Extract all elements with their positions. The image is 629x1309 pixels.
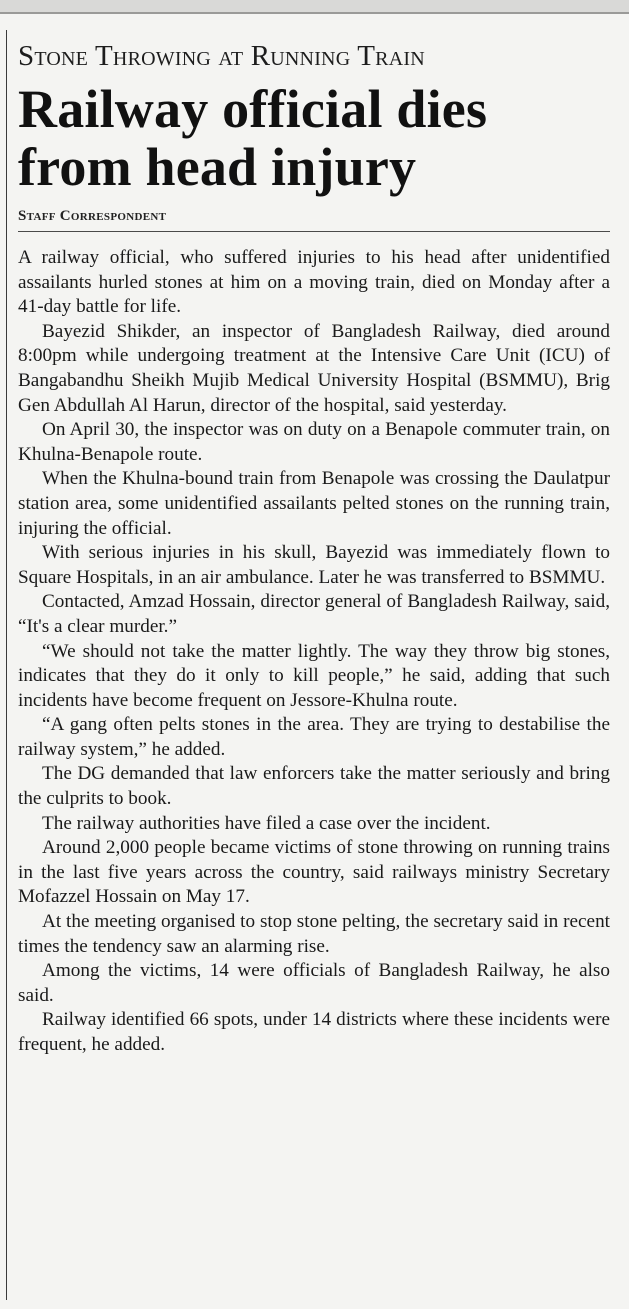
paragraph-7: “We should not take the matter lightly. The way they throw big stones, indicates that they do it only to kill people,” he said, adding that such incidents have become frequent on Jessore-Khulna route. xyxy=(18,640,610,711)
article-headline: Railway official dies from head injury xyxy=(18,79,488,197)
news-article xyxy=(18,36,610,1058)
paragraph-3: On April 30, the inspector was on duty on a Benapole commuter train, on Khulna-Benapole route. xyxy=(18,419,610,465)
article-body xyxy=(18,246,610,1058)
paragraph-5: With serious injuries in his skull, Bayezid was immediately flown to Square Hospitals, in an air ambulance. Later he was transferred to BSMMU. xyxy=(18,542,610,588)
paragraph-10: The railway authorities have filed a case over the incident. xyxy=(42,812,491,834)
paragraph-2: Bayezid Shikder, an inspector of Bangladesh Railway, died around 8:00pm while undergoing treatment at the Intensive Care Unit (ICU) of Bangabandhu Sheikh Mujib Medical University Hospital (BSMMU), Brig Gen Abdullah Al Harun, director of the hospital, said yesterday. xyxy=(18,320,610,416)
byline-rule xyxy=(18,231,610,232)
paragraph-12: At the meeting organised to stop stone pelting, the secretary said in recent times the tendency saw an alarming rise. xyxy=(18,911,610,957)
paragraph-14: Railway identified 66 spots, under 14 districts where these incidents were frequent, he added. xyxy=(18,1009,610,1055)
paragraph-8: “A gang often pelts stones in the area. They are trying to destabilise the railway system,” he added. xyxy=(18,714,610,760)
paragraph-6: Contacted, Amzad Hossain, director general of Bangladesh Railway, said, “It's a clear murder.” xyxy=(18,591,610,637)
paragraph-1: A railway official, who suffered injuries to his head after unidentified assailants hurled stones at him on a moving train, died on Monday after a 41-day battle for life. xyxy=(18,247,610,318)
article-byline: Staff Correspondent xyxy=(18,208,167,224)
column-rule-left xyxy=(6,30,7,1300)
paragraph-11: Around 2,000 people became victims of stone throwing on running trains in the last five years across the country, said railways ministry Secretary Mofazzel Hossain on May 17. xyxy=(18,837,610,908)
paragraph-4: When the Khulna-bound train from Benapole was crossing the Daulatpur station area, some unidentified assailants pelted stones on the running train, injuring the official. xyxy=(18,468,610,539)
paragraph-13: Among the victims, 14 were officials of Bangladesh Railway, he also said. xyxy=(18,960,610,1006)
article-kicker: Stone Throwing at Running Train xyxy=(18,40,425,72)
paragraph-9: The DG demanded that law enforcers take the matter seriously and bring the culprits to book. xyxy=(18,763,610,810)
scan-top-edge xyxy=(0,0,629,14)
